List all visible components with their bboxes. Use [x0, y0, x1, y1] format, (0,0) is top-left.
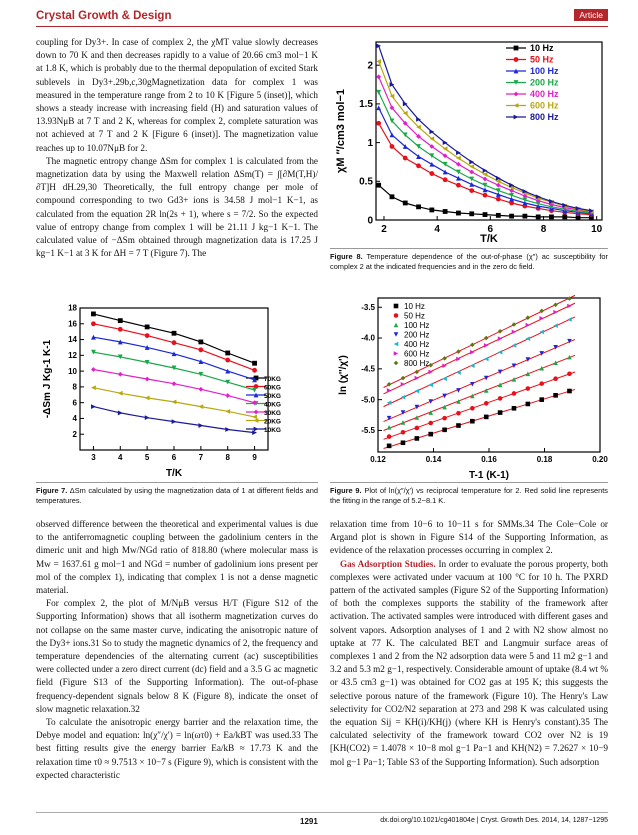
data-point: [536, 215, 541, 220]
data-point: [483, 183, 488, 188]
data-point: [456, 349, 461, 354]
series-line: [379, 123, 592, 214]
data-point: [376, 90, 381, 95]
y-tick-label: 16: [68, 319, 77, 329]
data-point: [390, 194, 395, 199]
data-point: [403, 201, 408, 206]
legend-label: 800 Hz: [404, 359, 430, 368]
figure-9-caption: [330, 486, 608, 506]
series-line: [93, 324, 254, 371]
data-point: [469, 211, 474, 216]
data-point: [549, 215, 554, 220]
legend-label: 10 Hz: [530, 43, 554, 53]
figure-9-chart: [330, 292, 608, 482]
data-point: [539, 397, 544, 402]
series-20kg: [91, 385, 257, 419]
series-70kg: [91, 312, 257, 366]
data-point: [442, 356, 447, 361]
legend-label: 50 Hz: [404, 311, 425, 321]
top-left-text: [36, 36, 318, 286]
legend-marker: [394, 304, 399, 309]
legend-marker: [514, 103, 519, 108]
data-point: [252, 414, 257, 419]
x-tick-label: 0.14: [425, 455, 442, 464]
x-tick-label: 0.16: [481, 455, 497, 464]
data-point: [512, 322, 517, 327]
data-point: [469, 170, 474, 175]
legend-label: 200 Hz: [530, 77, 559, 88]
x-axis-label: T/K: [480, 233, 498, 245]
paragraph: For complex 2, the plot of M/NμB versus H/T (Figure S12 of the Supporting Information) shows that all isotherm magnetization curves do not collapse on the same master curve, indicating the anisotropic nature of the Dy3+ ions.31 So to study the magnetic dynamics of 2, the frequency and temperature dependencies of the alternating current (ac) susceptibilities were collected under a zero direct current (dc) field and a 3.5 G ac magnetic field (Figure S13 of the Supporting Information). The out-of-phase frequency-dependent signals below 8 K (Figure 8), indicate the onset of slow magnetic relaxation.32: [36, 598, 318, 714]
figure-8-chart: [330, 36, 608, 246]
y-axis-label: ln (χ''/χ'): [338, 355, 349, 395]
data-point: [145, 415, 150, 420]
figure-8-caption: [330, 252, 608, 272]
legend-marker: [394, 313, 399, 318]
legend-marker: [394, 323, 399, 328]
data-point: [91, 367, 96, 372]
paragraph: [330, 558, 608, 769]
data-point: [91, 321, 96, 326]
series-10kg: [91, 404, 257, 435]
bottom-right-text: [330, 518, 608, 808]
data-point: [484, 336, 489, 341]
data-point: [376, 183, 381, 188]
data-point: [443, 170, 448, 175]
x-tick-label: 4: [118, 453, 123, 462]
data-point: [512, 406, 517, 411]
data-point: [484, 343, 489, 348]
x-tick-label: 8: [540, 224, 547, 235]
plot-frame: [80, 308, 268, 450]
footer-rule: [36, 812, 608, 813]
data-point: [415, 389, 420, 394]
data-point: [512, 330, 517, 335]
data-point: [172, 340, 177, 345]
data-point: [483, 177, 488, 182]
data-point: [376, 105, 381, 110]
data-point: [496, 197, 501, 202]
figure-7-caption: [36, 486, 318, 506]
data-point: [567, 371, 572, 376]
y-tick-label: -5.0: [361, 395, 375, 405]
y-tick-label: 12: [68, 351, 77, 360]
data-point: [553, 302, 558, 307]
figure-9: [330, 292, 608, 482]
paragraph: To calculate the anisotropic energy barrier and the relaxation time, the Debye model and equation: ln(χ″/χ′) = ln(ωτ0) + Ea/kBT was used.33 The best fitting results give the energy barrier Ea/kB ≈ 17.73 K and the relaxation time τ0 ≈ 9.7513 × 10−7 s (Figure 9), which is consistent with the expected characteristic: [36, 717, 318, 780]
data-point: [172, 331, 177, 336]
data-point: [172, 381, 177, 386]
data-point: [553, 393, 558, 398]
caption-label: Figure 9.: [330, 486, 362, 495]
data-point: [470, 363, 475, 368]
legend-label: 600 Hz: [404, 349, 430, 359]
paragraph: observed difference between the theoretical and experimental values is due to the antiferromagnetic coupling between the gadolinium centers in the dimeric unit and high Mw/NGd ratio of 818.80 (where molecular mass is Mw = 1637.61 g mol−1 and NGd = number of gadolinium ions present per mol of the complex 1), indicating that complex 1 is not a dense magnetic material.: [36, 519, 318, 596]
caption-rule: [330, 248, 608, 249]
data-point: [172, 419, 177, 424]
data-point: [512, 343, 517, 348]
series-10-hz: [384, 389, 575, 449]
data-point: [118, 391, 123, 396]
data-point: [498, 396, 503, 401]
y-tick-label: 1: [367, 137, 373, 149]
data-point: [498, 336, 503, 341]
data-point: [390, 144, 395, 149]
data-point: [198, 423, 203, 428]
series-60kg: [91, 321, 257, 372]
data-point: [225, 393, 230, 398]
figure-7: [36, 296, 318, 482]
data-point: [415, 436, 420, 441]
data-point: [252, 430, 257, 435]
legend-marker: [514, 57, 519, 62]
x-tick-label: 6: [487, 224, 494, 235]
data-point: [401, 382, 406, 387]
data-point: [456, 170, 461, 175]
data-point: [483, 212, 488, 217]
data-point: [483, 193, 488, 198]
data-point: [442, 416, 447, 421]
data-point: [198, 340, 203, 345]
data-point: [145, 377, 150, 382]
caption-text: ΔSm calculated by using the magnetization data of 1 at different fields and temperatures.: [36, 486, 318, 506]
x-tick-label: 9: [252, 453, 257, 462]
caption-label: Figure 7.: [36, 486, 68, 495]
y-tick-label: 1.5: [359, 99, 373, 111]
plot-frame: [376, 42, 602, 220]
x-axis-label: T/K: [165, 468, 183, 479]
legend-label: 400 Hz: [404, 340, 430, 349]
data-point: [118, 372, 123, 377]
legend-label: 30KG: [264, 410, 281, 417]
bottom-left-text: [36, 518, 318, 808]
data-point: [403, 156, 408, 161]
data-point: [526, 402, 531, 407]
data-point: [118, 327, 123, 332]
data-point: [484, 401, 489, 406]
data-point: [456, 423, 461, 428]
y-tick-label: 6: [72, 398, 77, 408]
caption-text: Plot of ln(χ″/χ′) vs reciprocal temperature for 2. Red solid line represents the fitting in the range of 5.2−8.1 K.: [330, 486, 608, 506]
data-point: [416, 163, 421, 168]
data-point: [401, 430, 406, 435]
y-tick-label: 2: [72, 429, 77, 439]
data-point: [225, 358, 230, 363]
legend-marker: [254, 427, 259, 432]
caption-rule: [36, 482, 318, 483]
data-point: [415, 426, 420, 431]
data-point: [512, 363, 517, 368]
data-point: [456, 183, 461, 188]
data-point: [225, 351, 230, 356]
y-tick-label: 4: [72, 414, 77, 424]
data-point: [390, 132, 395, 137]
data-point: [456, 411, 461, 416]
legend-marker: [394, 332, 399, 337]
x-axis-label: T-1 (K-1): [469, 470, 509, 481]
y-tick-label: 10: [68, 366, 77, 376]
data-point: [198, 404, 203, 409]
y-tick-label: -3.5: [361, 302, 375, 312]
data-point: [415, 376, 420, 381]
data-point: [401, 376, 406, 381]
y-tick-label: -4.0: [361, 333, 375, 343]
data-point: [376, 121, 381, 126]
data-point: [416, 204, 421, 209]
legend-marker: [394, 361, 399, 366]
series-line: [93, 407, 254, 433]
legend-label: 100 Hz: [404, 321, 430, 330]
paragraph: coupling for Dy3+. In case of complex 2, the χMT value slowly decreases down to 70 K and then decreases rapidly to a value of 20.66 cm3 mol−1 K at 1.8 K, which is probably due to the thermal depopulation of excited Stark sublevels in Dy3+.29b,c,30gMagnetization data for complex 1 was measured in the temperature range from 2 to 10 K [Figure 5 (inset)], which shows a steady increase with increasing field (H) and saturation values of 13.93NμB at 7 T and 2 K, whereas for complex 2, complete saturation was not achieved at 7 T and 2 K [Figure 6 (inset)]. The magnetization value reaches up to 10.07NμB for 2.: [36, 37, 318, 153]
legend-marker: [514, 115, 519, 120]
data-point: [443, 209, 448, 214]
article-tag: Article: [574, 9, 608, 21]
data-point: [456, 211, 461, 216]
y-tick-label: -5.5: [361, 426, 375, 436]
data-point: [522, 214, 527, 219]
journal-title: Crystal Growth & Design: [36, 10, 172, 22]
y-tick-label: 8: [72, 382, 77, 392]
data-point: [91, 404, 96, 409]
data-point: [567, 389, 572, 394]
series-50-hz: [384, 371, 575, 439]
legend-label: 10 Hz: [404, 302, 425, 311]
y-tick-label: 2: [367, 60, 373, 72]
data-point: [428, 432, 433, 437]
data-point: [484, 357, 489, 362]
section-heading: Gas Adsorption Studies.: [340, 558, 436, 569]
paragraph-text: In order to evaluate the porous property, both complexes were activated under vacuum at 100 °C for 10 h. The PXRD pattern of the activated samples (Figure S2 of the Supporting Information) of both the complexes supports the stability of the framework after activation. The activated samples were introduced with different gases and solvent vapors. Adsorption analyses of 1 and 2 with N2 show almost no uptake at 77 K. The calculated BET and Langmuir surface areas of complexes 1 and 2 from the N2 adsorption data were 5 and 11 m2 g−1 and 3.2 and 5.3 m2 g−1, respectively. Considerable amount of uptake (8.4 wt % or 43.5 cm3 g−1) was obtained for CO2 gas at 195 K; this suggests the selective porous nature of the framework (Figure 10). The Henry's Law selectivity for CO2/N2 separation at 273 and 298 K was calculated using the equation Sij = KH(i)/KH(j) (where KH is Henry's constant).35 The calculated selectivity of the framework toward CO2 over N2 is 19 [KH(CO2) = 1.4078 × 10−8 mol g−1 Pa−1 and KH(N2) = 7.2627 × 10−9 mol g−1 Pa−1; Table S3 of the Supporting Information). Such adsorption: [330, 558, 608, 767]
legend-label: 800 Hz: [530, 112, 559, 122]
legend-marker: [394, 342, 399, 347]
data-point: [252, 361, 257, 366]
data-point: [470, 406, 475, 411]
data-point: [456, 176, 461, 181]
data-point: [470, 419, 475, 424]
data-point: [198, 347, 203, 352]
x-tick-label: 8: [225, 453, 230, 462]
legend-label: 50KG: [264, 393, 281, 400]
data-point: [91, 312, 96, 317]
legend-marker: [514, 92, 519, 97]
y-tick-label: 14: [68, 335, 77, 345]
legend-label: 50 Hz: [530, 54, 554, 65]
data-point: [225, 409, 230, 414]
data-point: [553, 376, 558, 381]
data-point: [509, 214, 514, 219]
data-point: [562, 215, 567, 220]
data-point: [443, 177, 448, 182]
data-point: [539, 316, 544, 321]
data-point: [428, 421, 433, 426]
legend-marker: [514, 46, 519, 51]
y-tick-label: -4.5: [361, 364, 375, 374]
data-point: [145, 325, 150, 330]
x-tick-label: 5: [144, 453, 150, 462]
data-point: [539, 381, 544, 386]
data-point: [456, 370, 461, 375]
data-point: [225, 427, 230, 432]
figure-7-chart: [36, 296, 318, 482]
data-point: [498, 410, 503, 415]
data-point: [428, 383, 433, 388]
data-point: [376, 74, 381, 79]
data-point: [484, 415, 489, 420]
data-point: [567, 304, 572, 309]
data-point: [118, 411, 123, 416]
legend-label: 70KG: [264, 376, 281, 383]
data-point: [387, 444, 392, 449]
x-tick-label: 7: [198, 453, 204, 462]
data-point: [118, 318, 123, 323]
data-point: [512, 377, 517, 382]
legend-label: 400 Hz: [530, 89, 559, 99]
x-tick-label: 2: [381, 224, 387, 235]
legend-label: 600 Hz: [530, 100, 559, 111]
data-point: [469, 182, 474, 187]
caption-label: Figure 8.: [330, 252, 363, 261]
legend-marker: [394, 351, 399, 356]
data-point: [387, 388, 392, 393]
data-point: [498, 350, 503, 355]
page-number: 1291: [300, 817, 318, 826]
legend-label: 100 Hz: [530, 66, 559, 76]
data-point: [469, 188, 474, 193]
y-axis-label: -ΔSm J Kg-1 K-1: [42, 339, 53, 419]
data-point: [442, 376, 447, 381]
y-axis-label: χM ″/cm3 mol−1: [335, 88, 347, 174]
data-point: [567, 317, 572, 322]
data-point: [469, 177, 474, 182]
data-point: [496, 213, 501, 218]
x-tick-label: 0.18: [536, 455, 553, 464]
caption-rule: [330, 482, 608, 483]
data-point: [376, 59, 381, 64]
paragraph: relaxation time from 10−6 to 10−11 s for SMMs.34 The Cole−Cole or Argand plot is shown in Figure S14 of the Supporting Information, as evidence of the relaxation processes occurring in complex 2.: [330, 519, 608, 556]
y-tick-label: 0.5: [359, 176, 373, 188]
x-tick-label: 4: [434, 224, 440, 235]
legend-label: 10KG: [264, 427, 281, 434]
data-point: [526, 371, 531, 376]
legend-label: 40KG: [264, 401, 281, 409]
legend-marker: [254, 410, 259, 415]
caption-text: Temperature dependence of the out-of-phase (χ″) ac susceptibility for complex 2 at the indicated frequencies and in the zero dc field.: [330, 252, 608, 272]
data-point: [401, 440, 406, 445]
x-tick-label: 6: [171, 453, 177, 462]
data-point: [429, 208, 434, 213]
x-tick-label: 0.20: [592, 455, 608, 464]
data-point: [172, 399, 177, 404]
series-50-hz: [376, 121, 594, 217]
data-point: [252, 368, 257, 373]
data-point: [145, 333, 150, 338]
data-point: [429, 162, 434, 167]
data-point: [442, 428, 447, 433]
figure-8: [330, 36, 608, 246]
data-point: [512, 391, 517, 396]
data-point: [91, 385, 96, 390]
data-point: [387, 434, 392, 439]
data-point: [526, 357, 531, 362]
y-tick-label: 18: [68, 303, 77, 313]
header-rule: [36, 26, 608, 27]
fit-line: [384, 372, 575, 439]
x-tick-label: 10: [591, 224, 603, 235]
data-point: [415, 415, 420, 420]
legend-label: 60KG: [264, 384, 281, 392]
x-tick-label: 3: [91, 453, 96, 462]
data-point: [145, 396, 150, 401]
data-point: [496, 183, 501, 188]
data-point: [498, 329, 503, 334]
legend-label: 20KG: [264, 418, 281, 426]
x-tick-label: 0.12: [370, 455, 386, 464]
y-tick-label: 0: [367, 215, 373, 227]
data-point: [429, 171, 434, 176]
data-point: [198, 387, 203, 392]
data-point: [526, 323, 531, 328]
legend-label: 200 Hz: [404, 330, 430, 340]
data-point: [470, 343, 475, 348]
data-point: [553, 310, 558, 315]
doi-link[interactable]: dx.doi.org/10.1021/cg401804e | Cryst. Growth Des. 2014, 14, 1287−1295: [380, 817, 608, 824]
legend-marker: [254, 418, 259, 423]
data-point: [526, 386, 531, 391]
paragraph: The magnetic entropy change ΔSm for complex 1 is calculated from the magnetization data by using the Maxwell relation ΔSm(T) = ∫[∂M(T,H)/∂T]H dH.29,30 Theoretically, the full entropy change per mole of compound corresponding to two Gd3+ ions is 34.58 J mol−1 K−1, as calculated from the equation 2R ln(2s + 1), where s = 7/2. So the expected value of entropy change from complex 1 will be 21.11 J kg−1 K−1. The calculated value of −ΔSm obtained through magnetization data is 17.25 J kg−1 K−1 at 3 K for ΔH = 7 T (Figure 7). The: [36, 155, 318, 259]
